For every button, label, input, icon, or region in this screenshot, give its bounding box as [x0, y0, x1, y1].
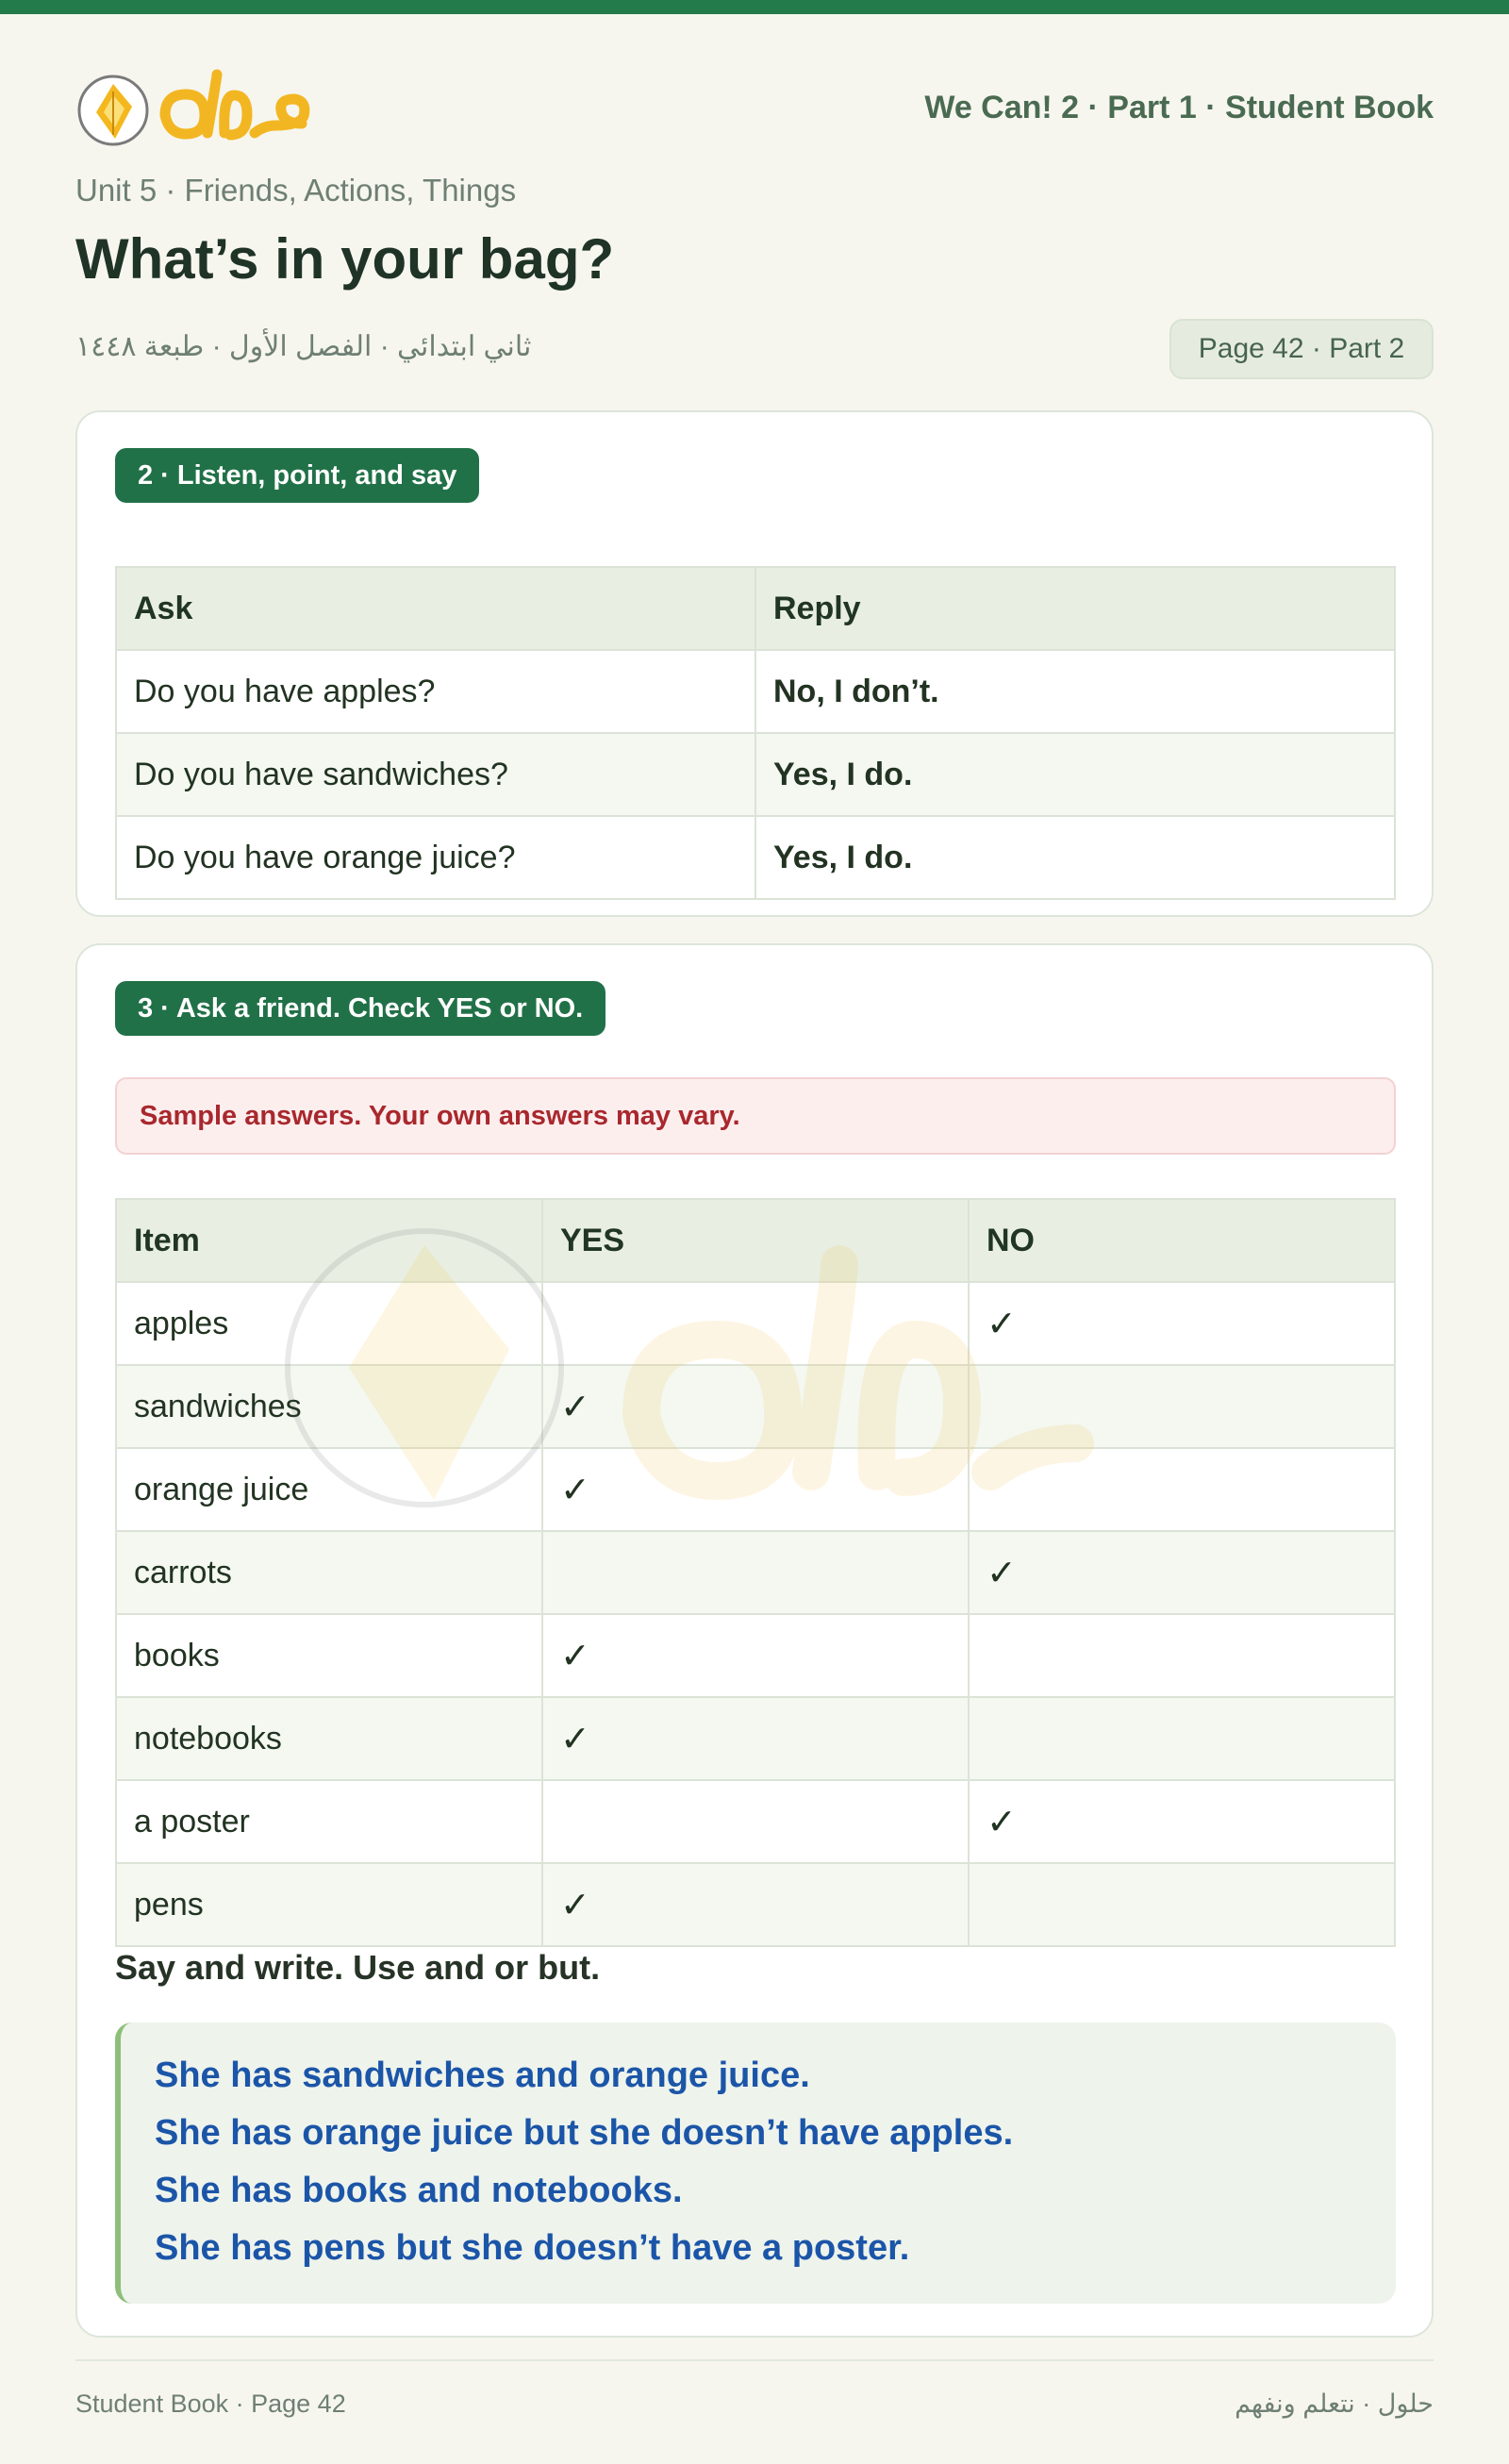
- ask-cell: Do you have apples?: [116, 650, 755, 733]
- ask-reply-table: [115, 566, 1396, 900]
- item-cell: orange juice: [116, 1448, 542, 1531]
- table-row: [116, 1282, 1395, 1365]
- column-header-ask: Ask: [116, 567, 755, 650]
- column-header-item: Item: [116, 1199, 542, 1282]
- page-pill: Page 42 · Part 2: [1169, 319, 1434, 379]
- no-check-cell: ✓: [969, 1531, 1395, 1614]
- no-check-cell: ✓: [969, 1282, 1395, 1365]
- reply-cell: No, I don’t.: [755, 650, 1395, 733]
- table-header-row: [116, 567, 1395, 650]
- reply-cell: Yes, I do.: [755, 733, 1395, 816]
- section-listen-point-say: [75, 410, 1434, 917]
- section-badge: 3 · Ask a friend. Check YES or NO.: [115, 981, 605, 1036]
- section-ask-a-friend: [75, 943, 1434, 2338]
- yes-check-cell: ✓: [542, 1863, 969, 1946]
- ask-cell: Do you have sandwiches?: [116, 733, 755, 816]
- yes-check-cell: ✓: [542, 1448, 969, 1531]
- footer-brand-label: حلول · نتعلم ونفهم: [1235, 2389, 1434, 2418]
- footer-divider: [75, 2359, 1434, 2361]
- no-check-cell: ✓: [969, 1780, 1395, 1863]
- section-badge: 2 · Listen, point, and say: [115, 448, 479, 503]
- column-header-no: NO: [969, 1199, 1395, 1282]
- book-title: We Can! 2 · Part 1 · Student Book: [924, 90, 1434, 125]
- table-row: [116, 1697, 1395, 1780]
- item-cell: pens: [116, 1863, 542, 1946]
- no-check-cell: [969, 1614, 1395, 1697]
- top-accent-bar: [0, 0, 1509, 14]
- page-title: What’s in your bag?: [75, 227, 615, 291]
- footer-page-label: Student Book · Page 42: [75, 2389, 346, 2418]
- item-cell: carrots: [116, 1531, 542, 1614]
- writing-instruction: Say and write. Use and or but.: [115, 1948, 601, 1987]
- yes-check-cell: [542, 1282, 969, 1365]
- table-row: [116, 1531, 1395, 1614]
- reply-cell: Yes, I do.: [755, 816, 1395, 899]
- yes-check-cell: ✓: [542, 1614, 969, 1697]
- item-cell: books: [116, 1614, 542, 1697]
- column-header-reply: Reply: [755, 567, 1395, 650]
- item-cell: apples: [116, 1282, 542, 1365]
- unit-line: Unit 5 · Friends, Actions, Things: [75, 173, 517, 208]
- item-cell: sandwiches: [116, 1365, 542, 1448]
- no-check-cell: [969, 1365, 1395, 1448]
- hloul-logo-icon: [75, 63, 321, 158]
- column-header-yes: YES: [542, 1199, 969, 1282]
- arabic-grade-meta: ثاني ابتدائي · الفصل الأول · طبعة ١٤٤٨: [75, 331, 532, 362]
- yes-check-cell: ✓: [542, 1697, 969, 1780]
- item-cell: notebooks: [116, 1697, 542, 1780]
- no-check-cell: [969, 1448, 1395, 1531]
- table-row: [116, 1448, 1395, 1531]
- answer-line: She has orange juice but she doesn’t have apples.: [155, 2113, 1014, 2153]
- no-check-cell: [969, 1697, 1395, 1780]
- ask-cell: Do you have orange juice?: [116, 816, 755, 899]
- table-row: [116, 1365, 1395, 1448]
- table-row: [116, 1863, 1395, 1946]
- table-row: [116, 650, 1395, 733]
- answer-box: [115, 2023, 1396, 2304]
- yes-no-table: [115, 1198, 1396, 1947]
- answer-line: She has sandwiches and orange juice.: [155, 2056, 810, 2095]
- yes-check-cell: [542, 1780, 969, 1863]
- table-header-row: [116, 1199, 1395, 1282]
- table-row: [116, 733, 1395, 816]
- table-row: [116, 1780, 1395, 1863]
- answer-line: She has books and notebooks.: [155, 2171, 683, 2210]
- no-check-cell: [969, 1863, 1395, 1946]
- table-row: [116, 816, 1395, 899]
- yes-check-cell: ✓: [542, 1365, 969, 1448]
- answer-line: She has pens but she doesn’t have a poster.: [155, 2228, 910, 2268]
- yes-check-cell: [542, 1531, 969, 1614]
- sample-answers-note: Sample answers. Your own answers may vary.: [115, 1077, 1396, 1155]
- item-cell: a poster: [116, 1780, 542, 1863]
- table-row: [116, 1614, 1395, 1697]
